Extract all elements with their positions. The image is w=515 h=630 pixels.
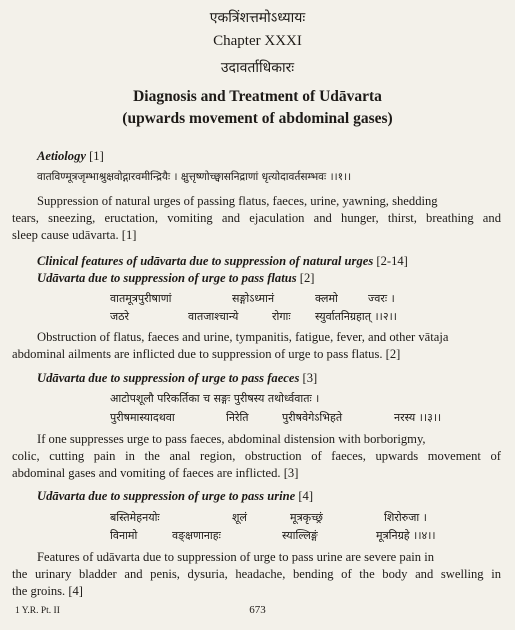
page-number: 673	[249, 604, 266, 616]
aetiology-verse: वातविण्मूत्रजृम्भाश्रुक्षवोद्गारवमीन्द्रियैः । क्षुत्तृष्णोच्छ्वासनिद्राणां धृत्योदावर्तसम्भवः ।।१।।	[37, 171, 352, 183]
flatus-text-line: abdominal ailments are inflicted due to suppression of urge to pass flatus. [2]	[12, 347, 401, 361]
footer-signature: 1 Y.R. Pt. II	[15, 606, 60, 616]
aetiology-text-line: sleep cause udāvarta. [1]	[12, 228, 137, 242]
urine-verse-word: मूत्रनिग्रहे ।।४।।	[376, 529, 436, 542]
urine-text-line: Features of udāvarta due to suppression of urge to pass urine are severe pain in	[37, 550, 435, 564]
flatus-verse-word: ज्वरः ।	[368, 292, 395, 305]
flatus-verse-word: वातजाश्चान्ये	[188, 310, 239, 323]
faeces-ref: [3]	[299, 371, 318, 385]
urine-verse-word: मूत्रकृच्छ्रं	[290, 511, 323, 524]
faeces-text-line: colic, cutting pain in the anal region, obstruction of faeces, upwards movement of	[12, 449, 501, 463]
aetiology-text-line: Suppression of natural urges of passing flatus, faeces, urine, yawning, shedding	[37, 194, 438, 208]
page-title-line2: (upwards movement of abdominal gases)	[122, 110, 393, 127]
clinical-features-heading	[37, 254, 408, 269]
aetiology-text-line: tears, sneezing, eructation, vomiting and ejaculation and hunger, thirst, breathing and	[12, 211, 501, 225]
aetiology-ref: [1]	[85, 149, 104, 163]
chapter-number: Chapter XXXI	[213, 33, 302, 49]
flatus-heading	[37, 271, 314, 286]
flatus-verse-word: स्युर्वातनिग्रहात् ।।२।।	[315, 310, 397, 323]
urine-text-line: the groins. [4]	[12, 584, 83, 598]
faeces-verse-line: आटोपशूलौ परिकर्तिका च सङ्गः पुरीषस्य तथोर्ध्ववातः ।	[110, 392, 320, 405]
urine-verse-word: बस्तिमेहनयोः	[110, 511, 160, 524]
urine-heading	[37, 489, 313, 504]
flatus-verse-word: जठरे	[110, 310, 130, 323]
faeces-verse-word: निरेति	[226, 411, 249, 424]
flatus-verse-word: क्लमो	[315, 292, 338, 305]
flatus-verse-word: सङ्गोऽध्मानं	[232, 292, 275, 305]
urine-verse-word: स्याल्लिङ्गं	[282, 529, 318, 542]
sanskrit-chapter-title: एकत्रिंशत्तमोऽध्यायः	[209, 10, 306, 26]
aetiology-heading	[37, 149, 104, 164]
faeces-heading	[37, 371, 317, 386]
page-title-line1: Diagnosis and Treatment of Udāvarta	[133, 88, 382, 105]
faeces-text-line: abdominal gases and vomiting of faeces are inflicted. [3]	[12, 466, 299, 480]
flatus-heading-text: Udāvarta due to suppression of urge to pass flatus	[37, 271, 297, 285]
urine-ref: [4]	[295, 489, 314, 503]
urine-verse-word: विनामो	[110, 529, 138, 542]
urine-verse-word: वङ्क्षणानाहः	[172, 529, 221, 542]
faeces-verse-word: नरस्य ।।३।।	[394, 411, 442, 424]
aetiology-heading-text: Aetiology	[37, 149, 86, 163]
faeces-verse-word: पुरीषमास्यादथवा	[110, 411, 175, 424]
faeces-heading-text: Udāvarta due to suppression of urge to pass faeces	[37, 371, 300, 385]
sanskrit-subtitle: उदावर्ताधिकारः	[220, 60, 295, 76]
faeces-verse-word: पुरीषवेगेऽभिहते	[282, 411, 343, 424]
faeces-text-line: If one suppresses urge to pass faeces, abdominal distension with borborigmy,	[37, 432, 426, 446]
urine-text-line: the urinary bladder and penis, dysuria, headache, bending of the body and swelling in	[12, 567, 501, 581]
clinical-ref: [2-14]	[373, 254, 408, 268]
flatus-verse-word: वातमूत्रपुरीषाणां	[110, 292, 172, 305]
flatus-ref: [2]	[296, 271, 315, 285]
clinical-heading-text: Clinical features of udāvarta due to suppression of natural urges	[37, 254, 374, 268]
flatus-verse-word: रोगाः	[272, 310, 291, 323]
urine-heading-text: Udāvarta due to suppression of urge to pass urine	[37, 489, 296, 503]
urine-verse-word: शिरोरुजा ।	[384, 511, 427, 524]
urine-verse-word: शूलं	[232, 511, 247, 524]
flatus-text-line: Obstruction of flatus, faeces and urine, tympanitis, fatigue, fever, and other vātaja	[37, 330, 449, 344]
